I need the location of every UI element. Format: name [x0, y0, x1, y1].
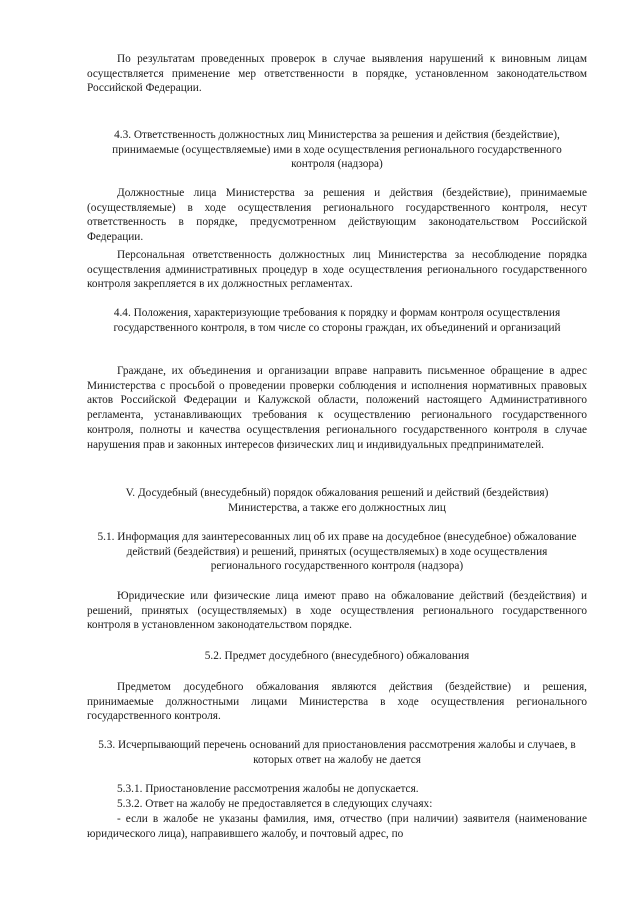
heading-section-v: V. Досудебный (внесудебный) порядок обжалования решений и действий (бездействия) Министерства, а также его должностных лиц [125, 487, 549, 514]
paragraph-appeal-subject: Предметом досудебного обжалования являются действия (бездействие) и решения, принимаемые должностными лицами Министерства в ходе осуществления регионального государственного контроля. [87, 681, 587, 723]
paragraph-5-3-1: 5.3.1. Приостановление рассмотрения жалобы не допускается. [117, 783, 419, 795]
paragraph-citizens-right: Граждане, их объединения и организации вправе направить письменное обращение в адрес Министерства с просьбой о проведении проверки соблюдения и исполнения нормативных правовых актов Российской Федерации и Калужской области, положений настоящего Административного регламента, устанавливающих требования к осуществлению регионального государственного контроля, полноты и качества осуществления регионального государственного контроля в случае нарушения прав и законных интересов физических лиц и индивидуальных предпринимателей. [87, 365, 587, 451]
paragraph-personal-liability: Персональная ответственность должностных лиц Министерства за несоблюдение порядка осуществления административных процедур в ходе осуществления регионального государственного контроля закрепляется в их должностных регламентах. [87, 249, 587, 291]
paragraph-5-3-2: 5.3.2. Ответ на жалобу не предоставляется в следующих случаях: [117, 798, 433, 810]
heading-5-3: 5.3. Исчерпывающий перечень оснований для приостановления рассмотрения жалобы и случаев, в которых ответ на жалобу не дается [98, 739, 576, 766]
heading-5-1: 5.1. Информация для заинтересованных лиц об их праве на досудебное (внесудебное) обжалование действий (бездействия) и решений, принятых (осуществляемых) в ходе осуществления регионального государственного контроля (надзора) [97, 531, 577, 573]
paragraph-officials-liability: Должностные лица Министерства за решения и действия (бездействие), принимаемые (осуществляемые) в ходе осуществления регионального государственного контроля, несут ответственность в порядке, предусмотренном действующим законодательством Российской Федерации. [87, 187, 587, 244]
paragraph-liability-intro: По результатам проведенных проверок в случае выявления нарушений к виновным лицам осуществляется применение мер ответственности в порядке, установленном законодательством Российской Федерации. [87, 53, 587, 95]
heading-4-4: 4.4. Положения, характеризующие требования к порядку и формам контроля осуществления государственного контроля, в том числе со стороны граждан, их объединений и организаций [113, 307, 561, 334]
list-item-no-name: - если в жалобе не указаны фамилия, имя, отчество (при наличии) заявителя (наименование юридического лица), направившего жалобу, и почтовый адрес, по [87, 813, 587, 840]
heading-5-2: 5.2. Предмет досудебного (внесудебного) обжалования [204, 650, 470, 662]
heading-4-3: 4.3. Ответственность должностных лиц Министерства за решения и действия (бездействие), принимаемые (осуществляемые) ими в ходе осуществления регионального государственного контроля (надзора) [112, 129, 562, 171]
paragraph-right-to-appeal: Юридические или физические лица имеют право на обжалование действий (бездействия) и решений, принятых (осуществляемых) в ходе осуществления регионального государственного контроля в установленном законодательством порядке. [87, 590, 587, 632]
